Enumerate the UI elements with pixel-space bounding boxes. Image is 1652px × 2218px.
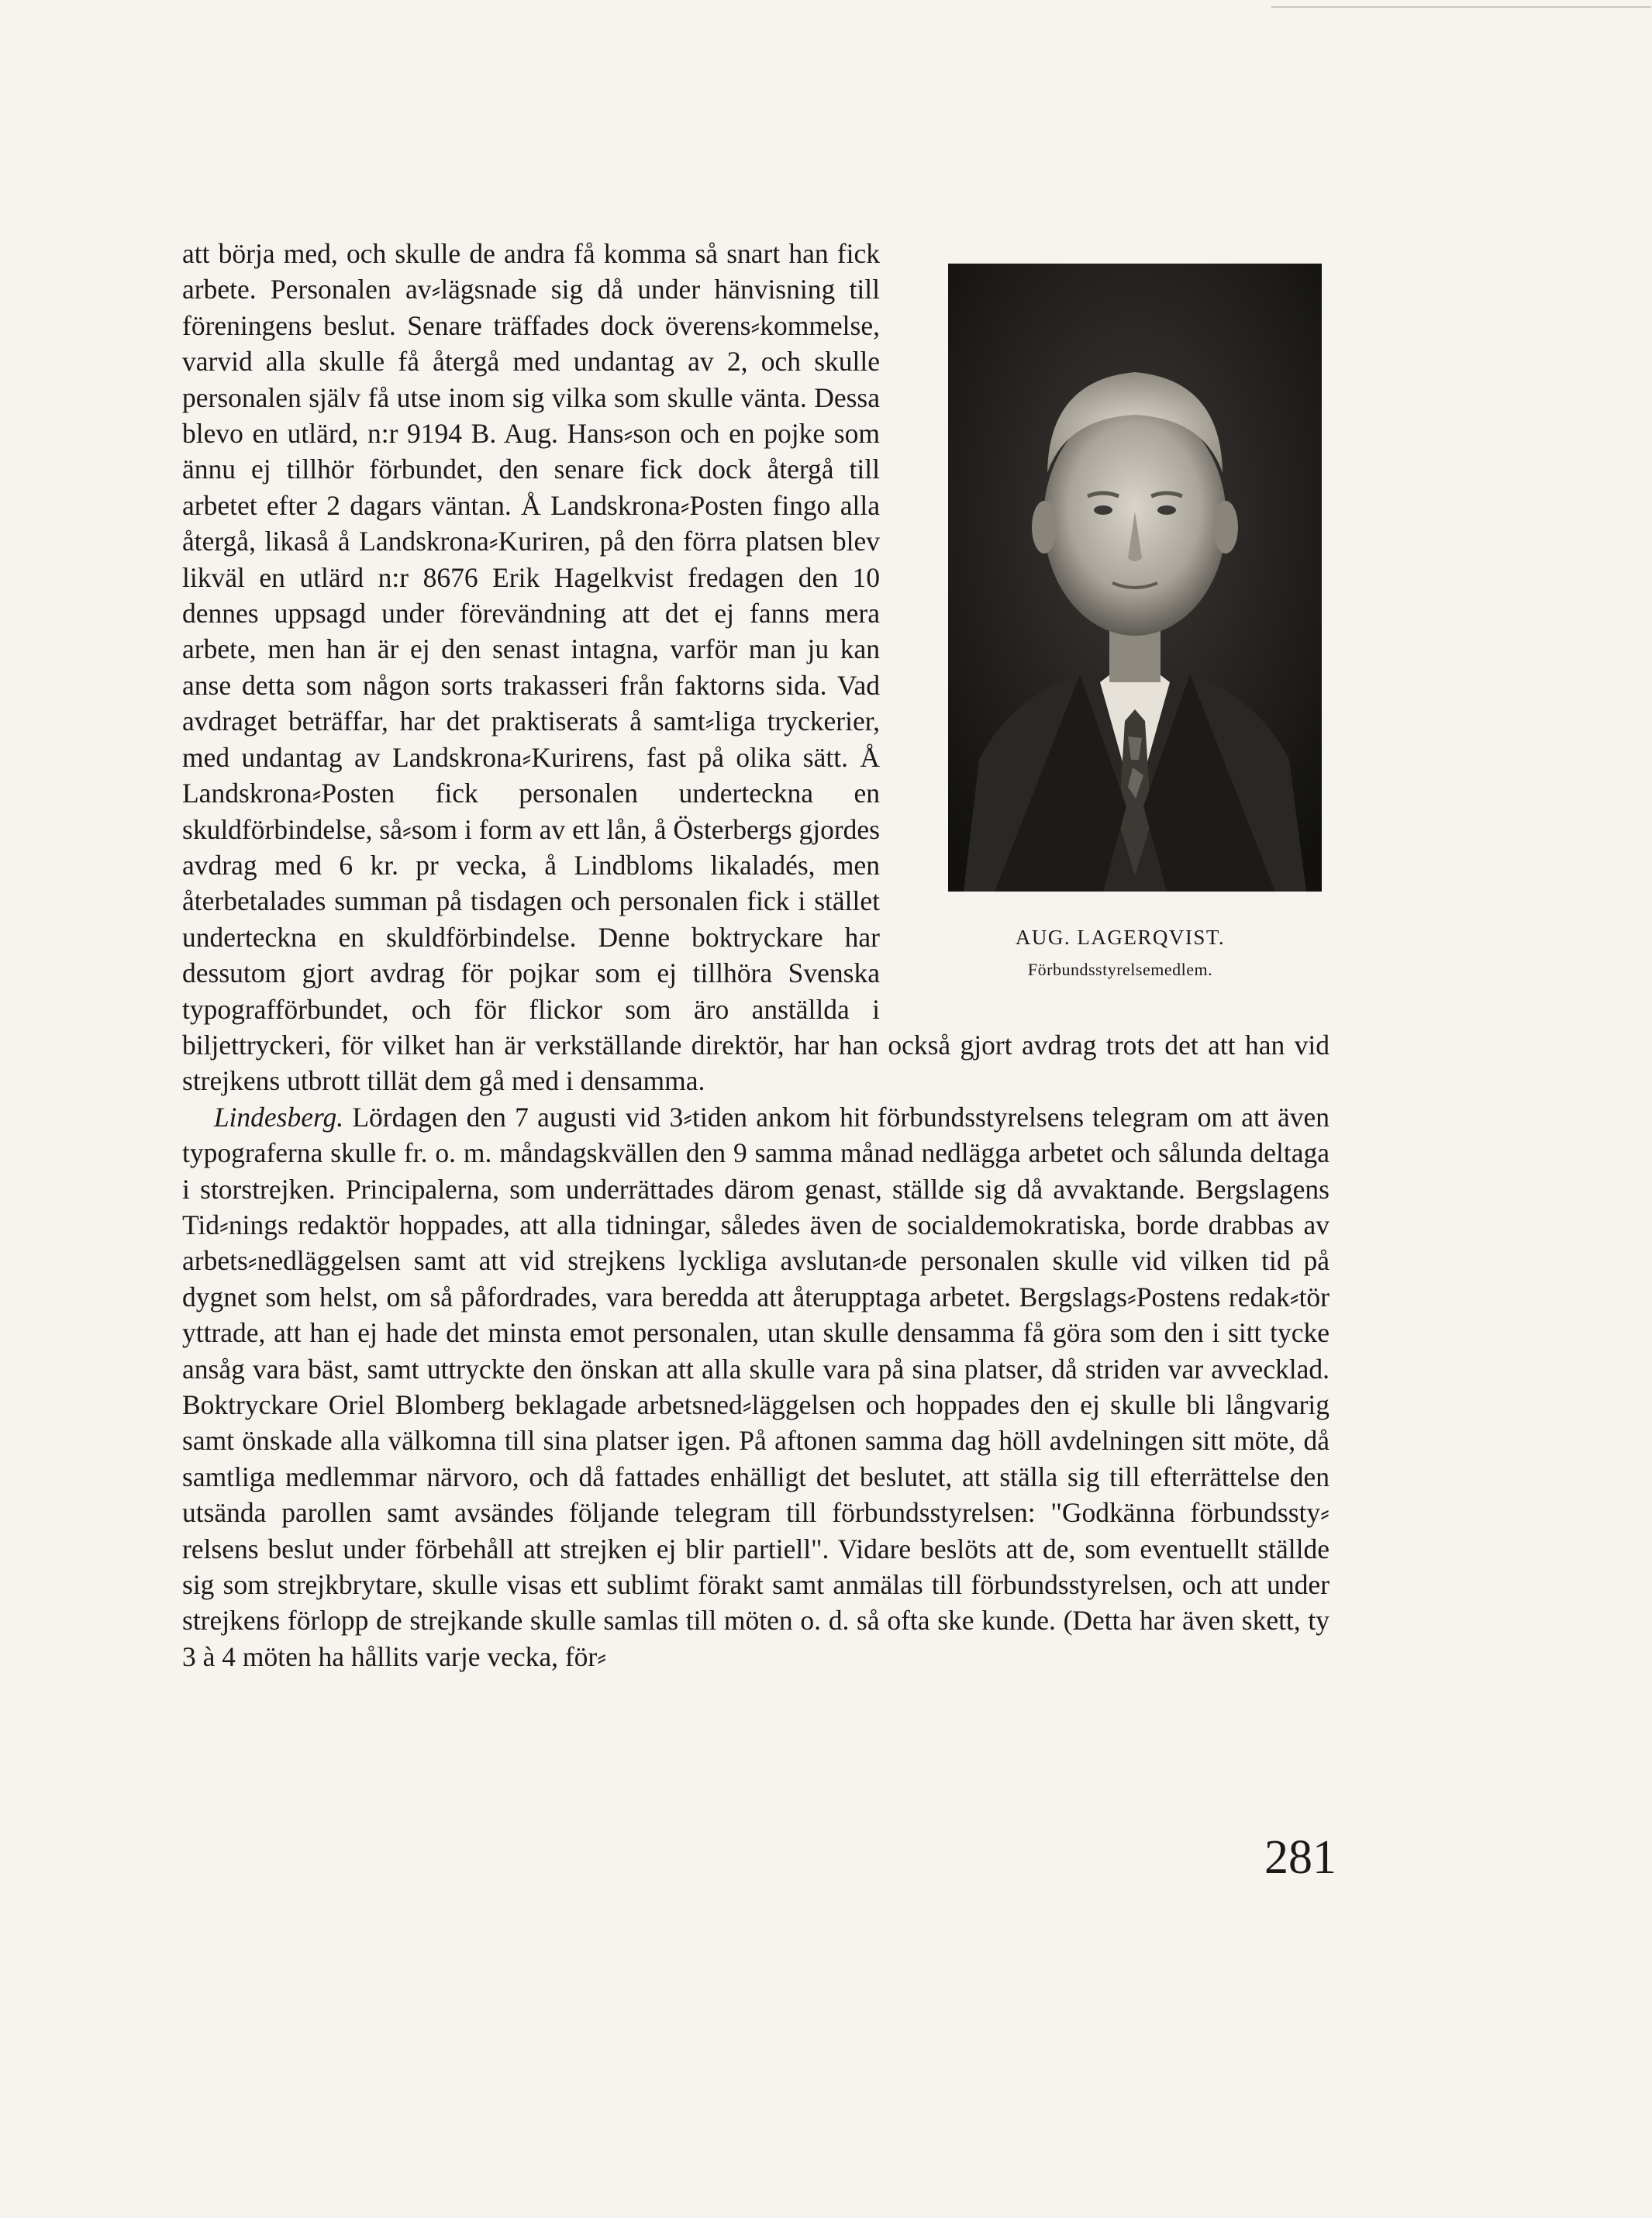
portrait-photo xyxy=(948,264,1322,892)
paragraph-2-text: Lördagen den 7 augusti vid 3⸗tiden ankom hit förbundsstyrelsens telegram om att även typograferna skulle fr. o. m. måndagskvällen den 9 samma månad nedlägga arbetet och sålunda deltaga i storstrejken. Principalerna, som underrättades därom genast, ställde sig då avvaktande. Bergslagens Tid⸗nings redaktör hoppades, att alla tidningar, således även de socialdemokratiska, borde drabbas av arbets⸗nedläggelsen samt att vid strejkens lyckliga avslutan⸗de personalen skulle vid vilken tid på dygnet som helst, om så påfordrades, vara beredda att återupptaga arbetet. Bergslags⸗Postens redak⸗tör yttrade, att han ej hade det minsta emot personalen, utan skulle densamma få göra som den i sitt tycke ansåg vara bäst, samt uttryckte den önskan att alla skulle vara på sina platser, då striden var avvecklad. Boktryckare Oriel Blomberg beklagade arbetsned⸗läggelsen och hoppades den ej skulle bli långvarig samt önskade alla välkomna till sina platser igen. På aftonen samma dag höll avdelningen sitt möte, då samtliga medlemmar närvoro, och då fattades enhälligt det beslutet, att ställa sig till efterrättelse den utsända parollen samt avsändes följande telegram till förbundsstyrelsen: "Godkänna förbundssty⸗relsens beslut under förbehåll att strejken ej blir partiell". Vidare beslöts att de, som eventuellt ställde sig som strejkbrytare, skulle visas ett sublimt förakt samt anmälas till förbundsstyrelsen, och att under strejkens förlopp de strejkande skulle samlas till möten o. d. så ofta ske kunde. (Detta har även skett, ty 3 à 4 möten ha hållits varje vecka, för⸗ xyxy=(182,1101,1330,1672)
paragraph-2 xyxy=(182,1099,1330,1675)
photo-caption-name: AUG. LAGERQVIST. xyxy=(1015,926,1226,949)
paragraph-1: att börja med, och skulle de andra få komma så snart han fick arbete. Personalen av⸗lägsnade sig då under hänvisning till föreningens beslut. Senare träffades dock överens⸗kommelse, varvid alla skulle få återgå med undantag av 2, och skulle personalen själv få utse inom sig vilka som skulle vänta. Dessa blevo en utlärd, n:r 9194 B. Aug. Hans⸗son och en pojke som ännu ej tillhör förbundet, den senare fick dock återgå till arbetet efter 2 dagars väntan. Å Landskrona⸗Posten fingo alla återgå, likaså å Landskrona⸗Kuriren, på den förra platsen blev likväl en utlärd n:r 8676 Erik Hagelkvist fredagen den 10 dennes uppsagd under förevändning att det ej fanns mera arbete, men han är ej den senast intagna, varför man ju kan anse detta som någon sorts trakasseri från faktorns sida. Vad avdraget beträffar, har det praktiserats å samt⸗liga tryckerier, med undantag av Landskrona⸗Kurirens, fast på olika sätt. Å Landskrona⸗Posten fick personalen underteckna en skuldförbindelse, så⸗som i form av ett lån, å Österbergs gjordes avdrag med 6 kr. pr vecka, å Lindbloms likaladés, men återbetalades summan på tisdagen och personalen fick i stället underteckna en skuldförbindelse. Denne boktryckare har dessutom gjort avdrag för pojkar som ej tillhöra Svenska typografförbundet, och för flickor som äro anställda i biljettryckeri, för vilket han är verkställande direktör, har han också gjort avdrag trots det att han vid strejkens utbrott tillät dem gå med i densamma. xyxy=(182,238,1330,1097)
article-body xyxy=(182,236,1330,1675)
page-number: 281 xyxy=(1264,1831,1336,1884)
photo-caption-role: Förbundsstyrelsemedlem. xyxy=(1027,960,1213,979)
portrait-figure xyxy=(911,239,1330,1018)
top-edge-rule xyxy=(1271,6,1651,8)
portrait-image xyxy=(948,264,1322,892)
place-name-lindesberg: Lindesberg. xyxy=(213,1101,344,1133)
